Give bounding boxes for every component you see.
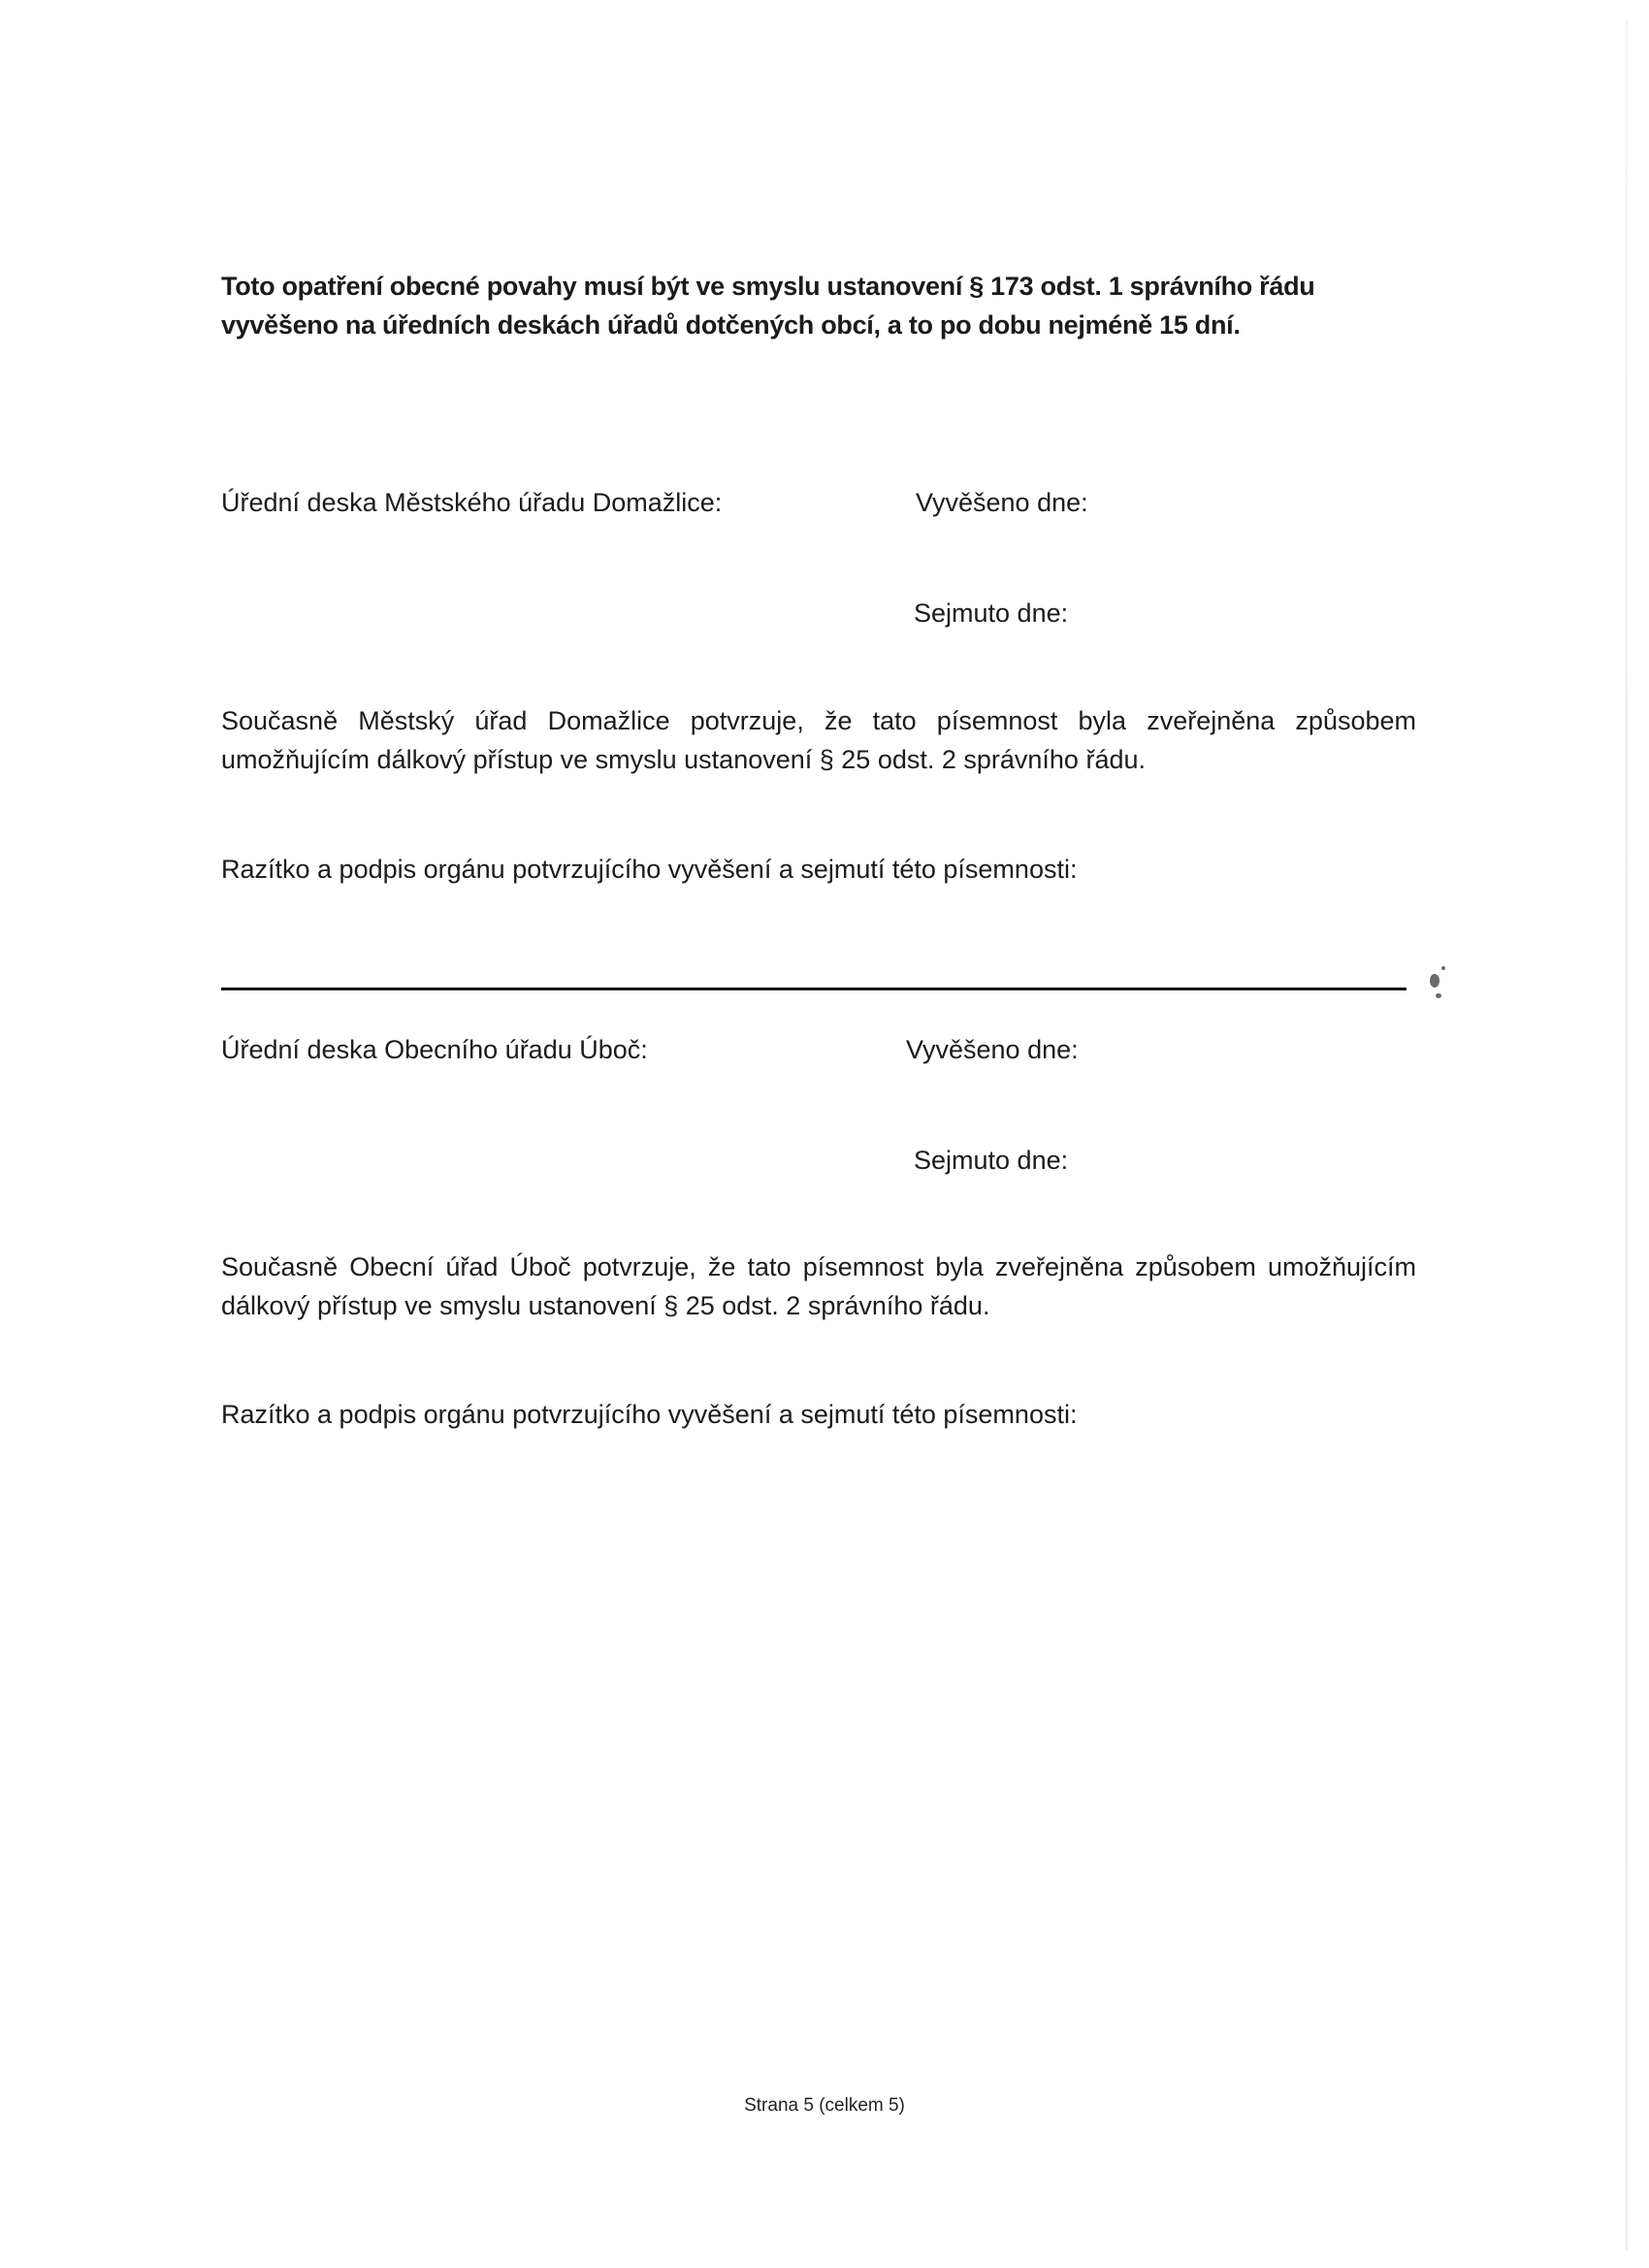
board2-confirmation: Současně Obecní úřad Úboč potvrzuje, že tato písemnost byla zveřejněna způsobem umožňujícím dálkový přístup ve smyslu ustanovení § 25 odst. 2 správního řádu. — [221, 1252, 1416, 1320]
board2-title: Úřední deska Obecního úřadu Úboč: — [221, 1035, 648, 1064]
board1-title: Úřední deska Městského úřadu Domažlice: — [221, 488, 723, 517]
board1-stamp-label: Razítko a podpis orgánu potvrzujícího vyvěšení a sejmutí této písemnosti: — [221, 855, 1078, 884]
scan-speck — [1436, 993, 1441, 998]
board1-removed-label: Sejmuto dne: — [914, 599, 1069, 628]
page-number: Strana 5 (celkem 5) — [744, 2095, 905, 2116]
scan-edge — [1626, 19, 1628, 2251]
board1-confirmation: Současně Městský úřad Domažlice potvrzuje, že tato písemnost byla zveřejněna způsobem umožňujícím dálkový přístup ve smyslu ustanovení § 25 odst. 2 správního řádu. — [221, 706, 1416, 774]
scan-speck — [1441, 966, 1445, 970]
board2-removed-label: Sejmuto dne: — [914, 1146, 1069, 1175]
scan-speck — [1430, 974, 1439, 988]
section-divider — [221, 988, 1406, 990]
board2-stamp-label: Razítko a podpis orgánu potvrzujícího vyvěšení a sejmutí této písemnosti: — [221, 1400, 1078, 1429]
posting-notice: Toto opatření obecné povahy musí být ve smyslu ustanovení § 173 odst. 1 správního řádu vyvěšeno na úředních deskách úřadů dotčených obcí, a to po dobu nejméně 15 dní. — [221, 272, 1315, 340]
board2-posted-label: Vyvěšeno dne: — [906, 1035, 1079, 1064]
board1-posted-label: Vyvěšeno dne: — [916, 488, 1088, 517]
